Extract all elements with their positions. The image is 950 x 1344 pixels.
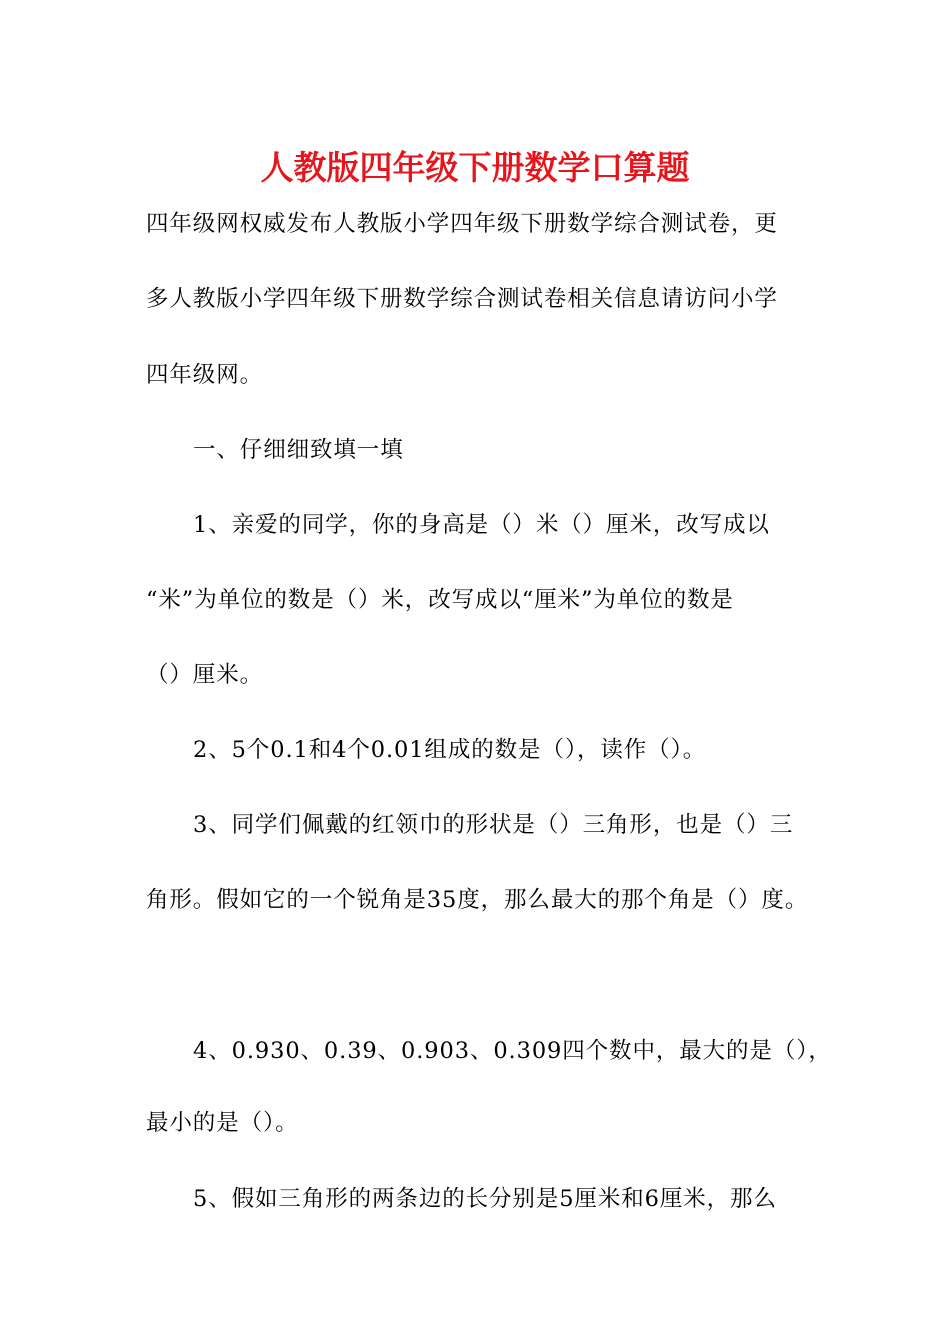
question-1-line-1: 1、亲爱的同学，你的身高是（）米（）厘米，改写成以 (193, 512, 770, 538)
page-title: 人教版四年级下册数学口算题 (260, 148, 690, 187)
question-1-line-2: “米”为单位的数是（）米，改写成以“厘米”为单位的数是 (146, 587, 734, 613)
question-1-line-3: （）厘米。 (146, 662, 264, 688)
section-heading: 一、仔细细致填一填 (193, 437, 404, 463)
intro-line-2: 多人教版小学四年级下册数学综合测试卷相关信息请访问小学 (146, 286, 778, 312)
question-5-line-1: 5、假如三角形的两条边的长分别是5厘米和6厘米，那么 (193, 1186, 777, 1212)
intro-line-3: 四年级网。 (146, 362, 264, 388)
question-3-line-2: 角形。假如它的一个锐角是35度，那么最大的那个角是（）度。 (146, 887, 809, 913)
question-2: 2、5个0.1和4个0.01组成的数是（），读作（）。 (193, 737, 707, 763)
question-4-line-2: 最小的是（）。 (146, 1110, 299, 1136)
intro-line-1: 四年级网权威发布人教版小学四年级下册数学综合测试卷，更 (146, 211, 778, 237)
question-3-line-1: 3、同学们佩戴的红领巾的形状是（）三角形，也是（）三 (193, 812, 794, 838)
question-4-line-1: 4、0.930、0.39、0.903、0.309四个数中，最大的是（）， (193, 1038, 832, 1064)
